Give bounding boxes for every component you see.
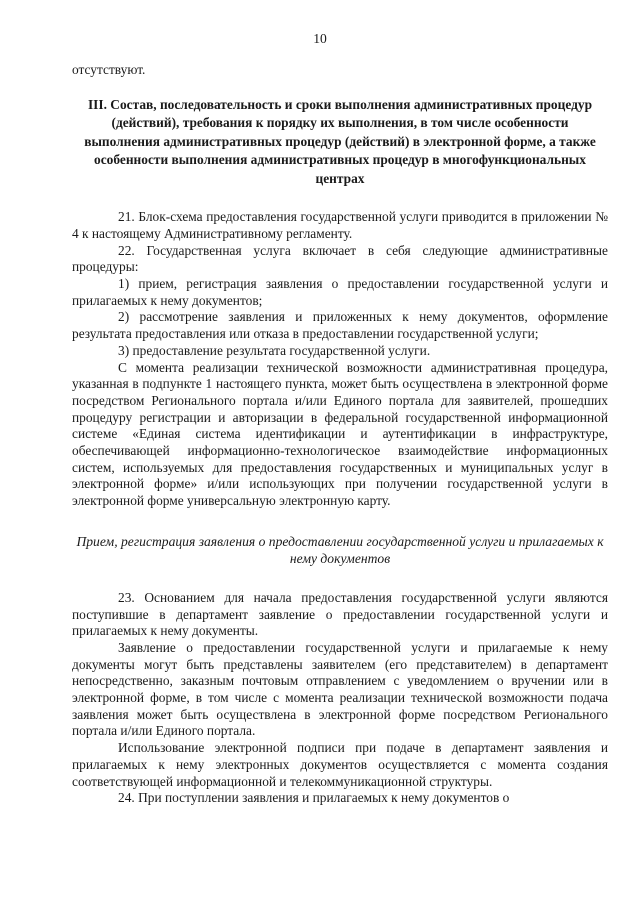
paragraph: 23. Основанием для начала предоставления государственной услуги являются поступившие в департамент заявление о предоставлении государственной услуги и прилагаемых к нему документы. (72, 589, 608, 639)
subsection-heading: Прием, регистрация заявления о предоставлении государственной услуги и прилагаемых к нему документов (76, 533, 604, 567)
paragraph: 3) предоставление результата государственной услуги. (118, 342, 431, 358)
paragraph: 21. Блок-схема предоставления государственной услуги приводится в приложении № 4 к настоящему Административному регламенту. (72, 209, 608, 241)
procedures-block (72, 209, 608, 510)
paragraph: С момента реализации технической возможности административная процедура, указанная в подпункте 1 настоящего пункта, может быть осуществлена в электронной форме посредством Регионального портала и/или Единого портала для заявителей, прошедших процедуру регистрации и авторизации в федеральной государственной информационной системе «Единая система идентификации и аутентификации в инфраструктуре, обеспечивающей информационно-технологическое взаимодействие информационных систем, используемых для предоставления государственных и муниципальных услуг в электронной форме» и/или использующих при получении государственной услуги в электронной форме универсальную электронную карту. (72, 359, 608, 509)
paragraph: 22. Государственная услуга включает в себя следующие административные процедуры: (72, 242, 608, 275)
section-heading: III. Состав, последовательность и сроки выполнения административных процедур (действий), требования к порядку их выполнения, в том числе особенности выполнения административных процедур (действий) в электронной форме, а также особенности выполнения административных процедур в многофункциональных центрах (84, 96, 596, 186)
paragraph: Заявление о предоставлении государственной услуги и прилагаемые к нему документы могут быть представлены заявителем (его представителем) в департамент непосредственно, заказным почтовым отправлением с уведомлением о вручении или в электронной форме, в том числе с момента реализации технической возможности подача заявления может быть осуществлена в электронной форме посредством Регионального портала и/или Единого портала. (72, 639, 608, 739)
continuation-text: отсутствуют. (72, 62, 146, 77)
paragraph: Использование электронной подписи при подаче в департамент заявления и прилагаемых к нему электронных документов осуществляется с момента создания соответствующей информационной и телекоммуникационной структуры. (72, 740, 608, 789)
page-number: 10 (313, 31, 327, 46)
paragraph: 24. При поступлении заявления и прилагаемых к нему документов о (118, 790, 510, 806)
paragraph: 1) прием, регистрация заявления о предоставлении государственной услуги и прилагаемых к нему документов; (72, 276, 608, 308)
reception-block (72, 590, 608, 807)
paragraph: 2) рассмотрение заявления и приложенных к нему документов, оформление результата предоставления или отказа в предоставлении государственной услуги; (72, 309, 608, 342)
document-body (72, 62, 608, 807)
